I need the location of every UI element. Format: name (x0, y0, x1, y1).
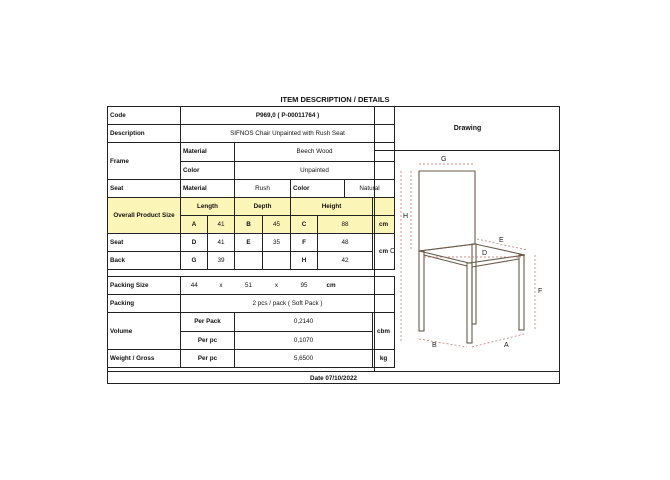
seat-color-label: Color (291, 180, 345, 198)
dim-g-value: 39 (208, 252, 235, 270)
code-row (108, 107, 395, 125)
chair-front-leg-left (467, 263, 472, 343)
packing-row (108, 295, 395, 313)
depth-header: Depth (235, 198, 291, 216)
weight-unit: kg (373, 350, 395, 368)
seat-material-value: Rush (235, 180, 291, 198)
volume-label: Volume (108, 313, 181, 350)
chair-back-leg-left (419, 251, 424, 331)
dim-a-value: 41 (208, 216, 235, 234)
packing-x-1: x (208, 277, 235, 295)
dim-b-value: 45 (263, 216, 291, 234)
frame-material-label: Material (181, 143, 235, 162)
dim-d-key: D (181, 234, 208, 252)
packing-size-unit: cm (318, 277, 345, 295)
seat-size-row (108, 234, 395, 252)
dim-f-key: F (291, 234, 318, 252)
frame-color-label: Color (181, 161, 235, 180)
dim-g-key: G (181, 252, 208, 270)
description-value: SIFNOS Chair Unpainted with Rush Seat (181, 125, 395, 143)
seat-material-label: Material (181, 180, 235, 198)
dim-e-value: 35 (263, 234, 291, 252)
code-label: Code (108, 107, 181, 125)
label-g: G (441, 156, 447, 163)
page-title: ITEM DESCRIPTION / DETAILS (280, 95, 390, 104)
dim-d-value: 41 (208, 234, 235, 252)
label-d: D (482, 250, 488, 257)
spec-table (107, 106, 395, 368)
volume-unit: cbm (373, 313, 395, 350)
packing-size-row (108, 277, 395, 295)
frame-material-row (108, 143, 395, 162)
seat-label: Seat (108, 180, 181, 198)
label-a: A (504, 342, 509, 349)
frame-material-value: Beech Wood (235, 143, 395, 162)
seat-back-unit: cm (373, 234, 395, 270)
volume-per-pack-label: Per Pack (181, 313, 235, 332)
weight-per-pc-label: Per pc (181, 350, 235, 368)
label-e: E (499, 237, 504, 244)
weight-row (108, 350, 395, 368)
packing-label: Packing (108, 295, 181, 313)
footer-date: Date 07/10/2022 (107, 371, 560, 384)
back-size-row (108, 252, 395, 270)
back-size-label: Back (108, 252, 181, 270)
seat-size-label: Seat (108, 234, 181, 252)
overall-size-label: Overall Product Size (108, 198, 181, 234)
frame-color-value: Unpainted (235, 161, 395, 180)
dim-e-key: E (235, 234, 263, 252)
dim-h-value: 42 (318, 252, 373, 270)
chair-front-leg-right (519, 255, 524, 330)
volume-per-pc-value: 0,1070 (235, 331, 373, 350)
dim-c-value: 88 (318, 216, 373, 234)
seat-color-value: Natural (345, 180, 395, 198)
dim-f-value: 48 (318, 234, 373, 252)
weight-value: 5,6500 (235, 350, 373, 368)
dim-line-a (472, 334, 524, 347)
frame-label: Frame (108, 143, 181, 180)
chair-drawing (375, 151, 560, 371)
volume-per-pack-value: 0,2140 (235, 313, 373, 332)
weight-label: Weight / Gross (108, 350, 181, 368)
label-h: H (403, 213, 409, 220)
packing-value: 2 pcs / pack ( Soft Pack ) (181, 295, 395, 313)
volume-per-pack-row (108, 313, 395, 332)
dim-line-b (419, 339, 467, 347)
packing-height: 95 (291, 277, 318, 295)
label-b: B (432, 342, 437, 349)
chair-backrest (419, 171, 475, 251)
length-header: Length (181, 198, 235, 216)
dim-a-key: A (181, 216, 208, 234)
label-f: F (538, 288, 543, 295)
drawing-area (374, 151, 560, 371)
chair-back-leg-right (472, 244, 476, 324)
drawing-title: Drawing (374, 106, 560, 151)
packing-x-2: x (263, 277, 291, 295)
description-row (108, 125, 395, 143)
overall-unit: cm (373, 216, 395, 234)
volume-per-pc-label: Per pc (181, 331, 235, 350)
description-label: Description (108, 125, 181, 143)
packing-size-label: Packing Size (108, 277, 181, 295)
label-c: C (390, 248, 396, 255)
packing-width: 51 (235, 277, 263, 295)
dim-h-key: H (291, 252, 318, 270)
dimension-header-row (108, 198, 395, 216)
chair-front-apron (472, 259, 519, 267)
height-header: Height (291, 198, 373, 216)
dim-b-key: B (235, 216, 263, 234)
code-value: P969,0 ( P-00011764 ) (181, 107, 395, 125)
packing-length: 44 (181, 277, 208, 295)
dim-c-key: C (291, 216, 318, 234)
seat-material-row (108, 180, 395, 198)
